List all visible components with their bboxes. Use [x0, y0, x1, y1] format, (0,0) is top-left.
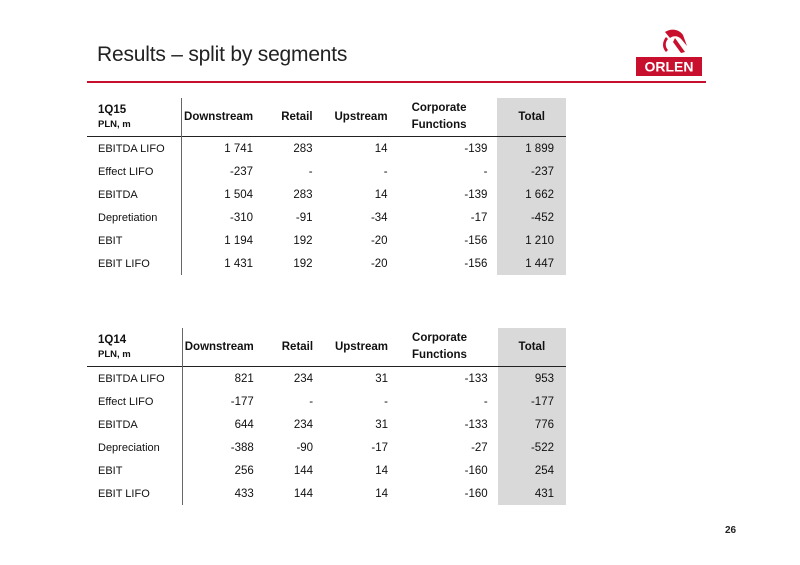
table-cell: 234 — [293, 372, 314, 385]
table-cell: 31 — [375, 418, 389, 431]
table-cell: 283 — [293, 142, 313, 155]
table-cell: 431 — [498, 482, 566, 505]
column-header: Downstream — [184, 111, 254, 123]
table-cell: -139 — [464, 142, 488, 155]
table-row — [87, 183, 566, 206]
row-label: EBIT — [87, 229, 182, 252]
table-cell: 14 — [374, 142, 388, 155]
table-cell: 254 — [498, 459, 566, 482]
table-cell: -237 — [230, 165, 254, 178]
row-label: Depretiation — [87, 206, 182, 229]
row-label: EBITDA — [87, 413, 182, 436]
row-label: Depreciation — [87, 436, 182, 459]
column-header: Total — [498, 328, 566, 367]
unit-label: PLN, m — [98, 119, 131, 130]
table-cell: -160 — [464, 464, 488, 477]
segments-table-1q15 — [87, 98, 566, 275]
table-cell: - — [383, 165, 388, 178]
table-cell: - — [308, 165, 313, 178]
period-header — [87, 328, 182, 367]
table-row — [87, 367, 566, 391]
table-cell: 776 — [498, 413, 566, 436]
column-header: Upstream — [334, 341, 389, 353]
column-header: Retail — [281, 341, 314, 353]
table-cell: - — [309, 395, 314, 408]
table-header-row — [87, 98, 566, 137]
table-cell: 144 — [293, 487, 314, 500]
unit-label: PLN, m — [98, 349, 131, 360]
table-row — [87, 206, 566, 229]
table-row — [87, 137, 566, 161]
table-cell: -156 — [464, 234, 488, 247]
row-label: Effect LIFO — [87, 390, 182, 413]
column-header: Corporate Functions — [412, 332, 467, 361]
table-cell: -91 — [295, 211, 313, 224]
table-cell: 821 — [234, 372, 254, 385]
title-divider — [87, 81, 706, 83]
table-cell: 644 — [234, 418, 254, 431]
table-cell: - — [384, 395, 389, 408]
column-header: Downstream — [184, 341, 254, 353]
period-header — [87, 98, 182, 137]
table-cell: -133 — [464, 418, 488, 431]
table-cell: -90 — [296, 441, 314, 454]
page-title: Results – split by segments — [97, 43, 348, 66]
table-cell: - — [483, 395, 488, 408]
table-cell: -17 — [371, 441, 389, 454]
table-cell: -310 — [230, 211, 254, 224]
table-header-row — [87, 328, 566, 367]
table-cell: 14 — [375, 464, 389, 477]
orlen-logo — [635, 26, 703, 78]
table-cell: -452 — [497, 206, 566, 229]
table-row — [87, 229, 566, 252]
logo-text: ORLEN — [644, 58, 694, 75]
table-cell: 1 899 — [497, 137, 566, 161]
table-row — [87, 252, 566, 275]
table-cell: -133 — [464, 372, 488, 385]
table-row — [87, 390, 566, 413]
table-cell: 1 431 — [224, 257, 254, 270]
table-cell: -17 — [470, 211, 488, 224]
table-cell: 1 662 — [497, 183, 566, 206]
table-cell: 1 194 — [224, 234, 254, 247]
table-row — [87, 413, 566, 436]
row-label: EBITDA LIFO — [87, 367, 182, 391]
table-cell: -156 — [464, 257, 488, 270]
row-label: EBIT — [87, 459, 182, 482]
column-header: Retail — [281, 111, 313, 123]
table-cell: 14 — [374, 188, 388, 201]
row-label: Effect LIFO — [87, 160, 182, 183]
table-cell: 31 — [375, 372, 389, 385]
period-label: 1Q15 — [98, 104, 127, 116]
table-cell: 234 — [293, 418, 314, 431]
table-cell: 1 504 — [224, 188, 254, 201]
table-cell: 14 — [375, 487, 389, 500]
period-label: 1Q14 — [98, 334, 127, 346]
table-cell: 256 — [234, 464, 254, 477]
table-cell: 192 — [293, 257, 313, 270]
table-cell: -237 — [497, 160, 566, 183]
table-cell: 1 210 — [497, 229, 566, 252]
table-cell: 433 — [234, 487, 254, 500]
table-cell: 953 — [498, 367, 566, 391]
table-cell: -20 — [370, 234, 388, 247]
row-label: EBIT LIFO — [87, 252, 182, 275]
table-cell: -27 — [471, 441, 488, 454]
table-cell: -139 — [464, 188, 488, 201]
column-header: Upstream — [334, 111, 388, 123]
page-number: 26 — [725, 525, 737, 536]
table-cell: -177 — [230, 395, 254, 408]
table-cell: 192 — [293, 234, 313, 247]
table-cell: 1 447 — [497, 252, 566, 275]
table-cell: - — [483, 165, 488, 178]
table-cell: 144 — [293, 464, 314, 477]
table-cell: -388 — [230, 441, 254, 454]
table-cell: -522 — [498, 436, 566, 459]
table-row — [87, 459, 566, 482]
segments-table-1q14 — [87, 328, 566, 505]
column-header: Total — [497, 98, 566, 137]
table-cell: 1 741 — [224, 142, 254, 155]
table-row — [87, 436, 566, 459]
table-cell: -34 — [370, 211, 388, 224]
table-cell: -160 — [464, 487, 488, 500]
column-header: Corporate Functions — [411, 102, 467, 131]
table-cell: -177 — [498, 390, 566, 413]
table-cell: 283 — [293, 188, 313, 201]
table-cell: -20 — [370, 257, 388, 270]
row-label: EBITDA LIFO — [87, 137, 182, 161]
table-row — [87, 160, 566, 183]
row-label: EBITDA — [87, 183, 182, 206]
row-label: EBIT LIFO — [87, 482, 182, 505]
table-row — [87, 482, 566, 505]
